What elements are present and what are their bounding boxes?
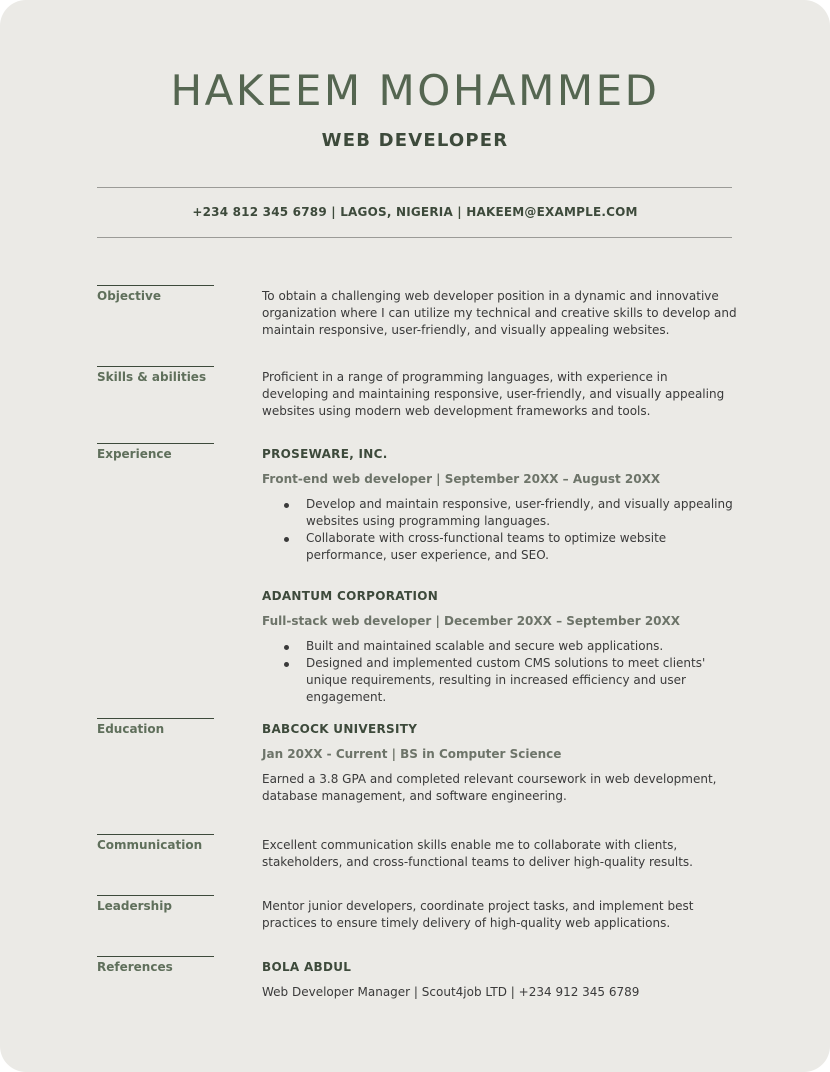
job-entry: [262, 446, 737, 564]
communication-text: Excellent communication skills enable me to collaborate with clients, stakeholders, and cross-functional teams to deliver high-quality results.: [262, 838, 693, 869]
section-label-experience: Experience: [97, 443, 214, 461]
job-bullets: [262, 638, 737, 706]
objective-text: To obtain a challenging web developer position in a dynamic and innovative organization where I can utilize my technical and creative skills to develop and maintain responsive, user-friendly, and visually appealing websites.: [262, 289, 737, 337]
section-label-objective: Objective: [97, 285, 214, 303]
section-label-references: References: [97, 956, 214, 974]
job-title: WEB DEVELOPER: [321, 130, 509, 151]
company-name: PROSEWARE, INC.: [262, 447, 388, 461]
list-item: Collaborate with cross-functional teams to optimize website performance, user experience, and SEO.: [306, 530, 737, 564]
section-experience: [262, 446, 737, 564]
skills-text: Proficient in a range of programming languages, with experience in developing and maintaining responsive, user-friendly, and visually appealing websites using modern web development frameworks and tools.: [262, 370, 725, 418]
section-references: [262, 959, 737, 1001]
list-item: Designed and implemented custom CMS solutions to meet clients' unique requirements, resulting in increased efficiency and user engagement.: [306, 655, 737, 706]
job-bullets: [262, 496, 737, 564]
section-objective: [262, 288, 737, 339]
leadership-text: Mentor junior developers, coordinate project tasks, and implement best practices to ensure timely delivery of high-quality web applications.: [262, 899, 694, 930]
section-label-skills: Skills & abilities: [97, 366, 214, 384]
candidate-name: HAKEEM MOHAMMED: [170, 66, 660, 115]
job-role: Full-stack web developer | December 20XX – September 20XX: [262, 614, 681, 628]
section-communication: [262, 837, 737, 871]
reference-name: BOLA ABDUL: [262, 960, 352, 974]
reference-detail: Web Developer Manager | Scout4job LTD | +234 912 345 6789: [262, 985, 640, 999]
section-experience-2: [262, 588, 737, 706]
divider-bottom: [97, 237, 732, 238]
job-entry: [262, 588, 737, 706]
section-education: [262, 721, 737, 805]
section-label-communication: Communication: [97, 834, 214, 852]
list-item: Develop and maintain responsive, user-friendly, and visually appealing websites using programming languages.: [306, 496, 737, 530]
list-item: Built and maintained scalable and secure web applications.: [306, 638, 737, 655]
section-label-leadership: Leadership: [97, 895, 214, 913]
education-detail: Jan 20XX - Current | BS in Computer Science: [262, 747, 562, 761]
divider-top: [97, 187, 732, 188]
job-role: Front-end web developer | September 20XX – August 20XX: [262, 472, 661, 486]
education-text: Earned a 3.8 GPA and completed relevant coursework in web development, database management, and software engineering.: [262, 772, 717, 803]
company-name: ADANTUM CORPORATION: [262, 589, 439, 603]
section-label-education: Education: [97, 718, 214, 736]
school-name: BABCOCK UNIVERSITY: [262, 722, 418, 736]
section-leadership: [262, 898, 737, 932]
contact-line: +234 812 345 6789 | LAGOS, NIGERIA | HAKEEM@EXAMPLE.COM: [192, 205, 638, 219]
section-skills: [262, 369, 737, 420]
